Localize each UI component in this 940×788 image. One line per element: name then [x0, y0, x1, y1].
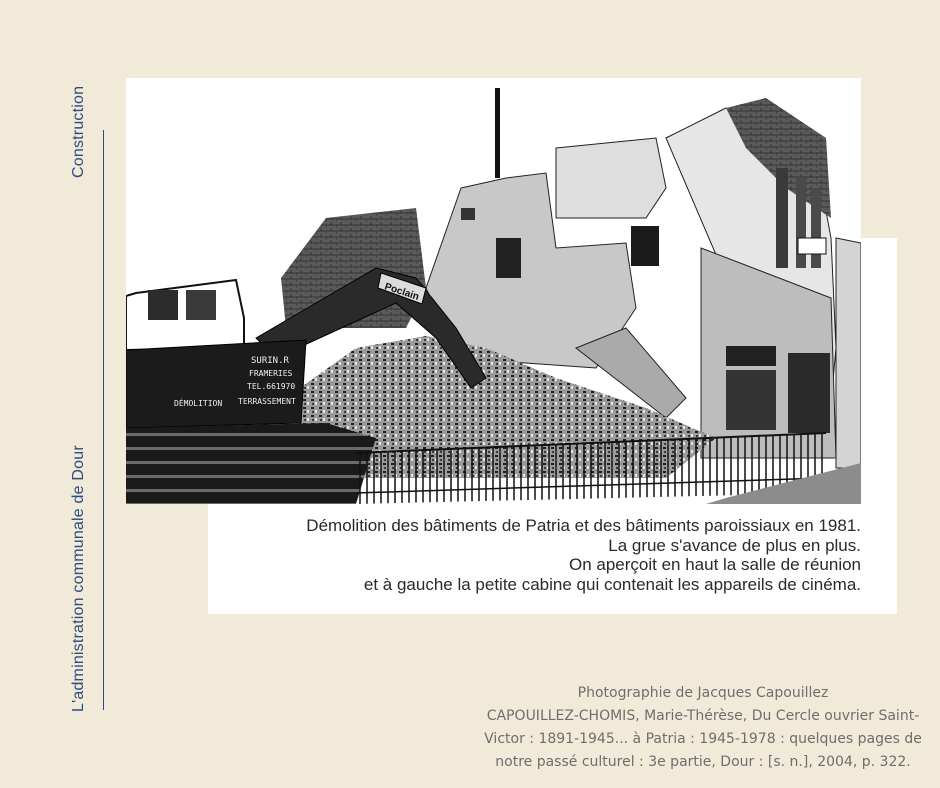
caption-line: Démolition des bâtiments de Patria et des bâtiments paroissiaux en 1981.	[306, 516, 861, 535]
machine-line-1: SURIN.R	[251, 356, 289, 366]
machine-left-label: DÉMOLITION	[174, 399, 223, 408]
machine-line-3: TEL.661970	[247, 382, 296, 391]
photo-illustration	[126, 78, 861, 504]
institution-label: L'administration communale de Dour	[70, 445, 87, 712]
machine-right-label: TERRASSEMENT	[238, 397, 296, 406]
machine-line-2: FRAMERIES	[249, 369, 293, 378]
caption-line: On aperçoit en haut la salle de réunion	[568, 555, 861, 574]
photo-credit	[466, 682, 940, 774]
caption-line: et à gauche la petite cabine qui contenait les appareils de cinéma.	[363, 574, 861, 594]
credit-line: Photographie de Jacques Capouillez	[577, 685, 829, 701]
caption-line: La grue s'avance de plus en plus.	[608, 535, 861, 555]
demolition-photo	[126, 78, 861, 504]
credit-line: Victor : 1891-1945... à Patria : 1945-1978 : quelques pages de	[484, 731, 922, 747]
photo-caption	[208, 516, 861, 594]
arm-brand-text: Poclain	[383, 281, 421, 303]
section-label: Construction	[70, 85, 87, 178]
excavator-tracks	[126, 423, 376, 504]
credit-line: notre passé culturel : 3e partie, Dour : [s. n.], 2004, p. 322.	[495, 754, 911, 770]
vertical-divider	[103, 130, 104, 710]
credit-line: CAPOUILLEZ-CHOMIS, Marie-Thérèse, Du Cercle ouvrier Saint-	[486, 708, 920, 724]
